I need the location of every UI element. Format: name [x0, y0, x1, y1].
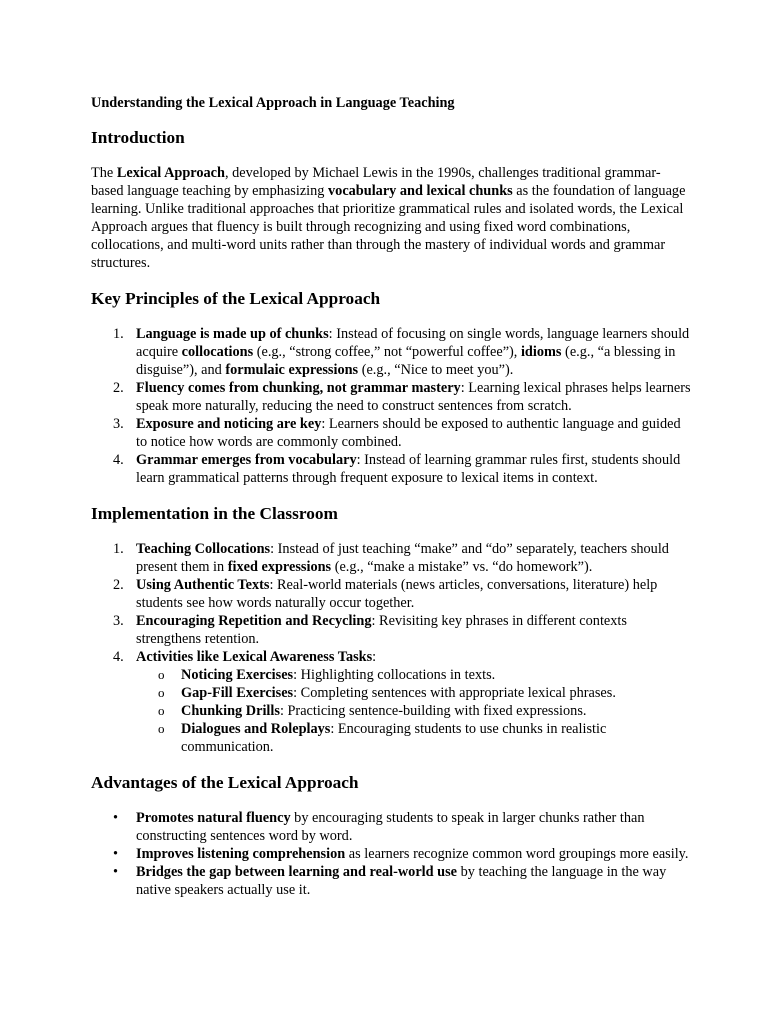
list-item-text — [136, 452, 680, 486]
list-number: 4. — [113, 649, 124, 665]
list-item — [91, 648, 691, 756]
text-run: : Instead of just teaching “make” and “do” separately, teachers should present them in — [136, 541, 669, 575]
bullet-marker: • — [113, 810, 119, 826]
list-item-text — [136, 326, 689, 378]
text-run: : Learning lexical phrases helps learners speak more naturally, reducing the need to construct sentences from scratch. — [136, 380, 691, 414]
bold-text-run: Bridges the gap between learning and real-world use — [136, 864, 458, 880]
list-item — [91, 379, 691, 415]
list-item — [91, 325, 691, 379]
bold-text-run: Grammar emerges from vocabulary — [136, 452, 357, 468]
bold-text-run: Fluency comes from chunking, not grammar mastery — [136, 380, 461, 396]
bold-text-run: idioms — [520, 344, 562, 360]
bold-text-run: Noticing Exercises — [181, 667, 294, 683]
bold-text-run: fixed expressions — [227, 559, 332, 575]
bold-text-run: collocations — [181, 344, 254, 360]
text-run: : Completing sentences with appropriate lexical phrases. — [293, 685, 616, 701]
text-run: (e.g., “make a mistake” vs. “do homework”). — [331, 559, 593, 575]
list-item-text — [136, 864, 666, 898]
list-number: 2. — [113, 577, 124, 593]
list-item-text — [136, 846, 688, 862]
list-number: 3. — [113, 613, 124, 629]
sub-list-item-text — [181, 721, 606, 755]
list-item — [91, 451, 691, 487]
list-number: 2. — [113, 380, 124, 396]
document-title: Understanding the Lexical Approach in Language Teaching — [91, 95, 455, 111]
list-item-text — [136, 577, 657, 611]
sub-list-item-text — [181, 703, 586, 719]
list-number: 1. — [113, 541, 124, 557]
list-item-text — [136, 416, 681, 450]
list-item — [91, 863, 691, 899]
sub-bullet-marker: o — [158, 685, 165, 700]
sub-list — [136, 666, 691, 756]
bullet-marker: • — [113, 864, 119, 880]
text-run: (e.g., “strong coffee,” not “powerful coffee”), — [253, 344, 521, 360]
bold-text-run: Gap-Fill Exercises — [181, 685, 294, 701]
list-item — [91, 540, 691, 576]
sub-list-item-text — [181, 667, 495, 683]
bold-text-run: Exposure and noticing are key — [136, 416, 322, 432]
bold-text-run: Activities like Lexical Awareness Tasks — [136, 649, 373, 665]
bold-text-run: Improves listening comprehension — [136, 846, 346, 862]
sub-list-item — [91, 666, 691, 684]
key-principles-list — [91, 325, 691, 487]
bold-text-run: vocabulary and lexical chunks — [328, 183, 513, 199]
bold-text-run: Encouraging Repetition and Recycling — [136, 613, 372, 629]
bold-text-run: Using Authentic Texts — [136, 577, 270, 593]
section-heading-implementation: Implementation in the Classroom — [91, 504, 338, 523]
list-item-text — [136, 613, 627, 647]
bold-text-run: Teaching Collocations — [136, 541, 271, 557]
text-run: (e.g., “Nice to meet you”). — [358, 362, 514, 378]
intro-paragraph — [91, 164, 691, 272]
list-number: 1. — [113, 326, 124, 342]
bold-text-run: formulaic expressions — [225, 362, 359, 378]
list-number: 3. — [113, 416, 124, 432]
text-run: : — [372, 649, 377, 665]
text-run: : Instead of learning grammar rules first, students should learn grammatical patterns through frequent exposure to lexical items in context. — [136, 452, 681, 486]
text-run: by encouraging students to speak in larger chunks rather than constructing sentences word by word. — [136, 810, 645, 844]
sub-bullet-marker: o — [158, 703, 165, 718]
list-item — [91, 415, 691, 451]
section-heading-key-principles: Key Principles of the Lexical Approach — [91, 289, 381, 308]
list-item-text — [136, 541, 669, 575]
list-item — [91, 809, 691, 845]
list-item-text — [136, 380, 691, 414]
list-item — [91, 845, 691, 863]
list-item — [91, 576, 691, 612]
text-run: : Learners should be exposed to authentic language and guided to notice how words are commonly combined. — [136, 416, 681, 450]
sub-bullet-marker: o — [158, 721, 165, 736]
advantages-list — [91, 809, 691, 899]
text-run: : Instead of focusing on single words, language learners should acquire — [136, 326, 690, 360]
bullet-marker: • — [113, 846, 119, 862]
text-run: as learners recognize common word groupings more easily. — [345, 846, 689, 862]
text-run: by teaching the language in the way native speakers actually use it. — [136, 864, 667, 898]
sub-bullet-marker: o — [158, 667, 165, 682]
section-heading-advantages: Advantages of the Lexical Approach — [91, 773, 359, 792]
text-run: : Practicing sentence-building with fixed expressions. — [279, 703, 587, 719]
document-body — [91, 94, 691, 899]
bold-text-run: Lexical Approach — [116, 165, 225, 181]
text-run: : Revisiting key phrases in different contexts strengthens retention. — [136, 613, 627, 647]
bold-text-run: Language is made up of chunks — [136, 326, 329, 342]
sub-list-item — [91, 702, 691, 720]
list-item-text — [136, 649, 376, 665]
section-heading-introduction: Introduction — [91, 128, 185, 147]
sub-list-item-text — [181, 685, 616, 701]
implementation-list — [91, 540, 691, 756]
sub-list-item — [91, 720, 691, 756]
bold-text-run: Dialogues and Roleplays — [181, 721, 331, 737]
text-run: : Encouraging students to use chunks in realistic communication. — [181, 721, 607, 755]
text-run: : Highlighting collocations in texts. — [293, 667, 496, 683]
list-item — [91, 612, 691, 648]
text-run: as the foundation of language learning. Unlike traditional approaches that prioritize grammatical rules and isolated words, the Lexical Approach argues that fluency is built through recognizing and using fixed word combinations, collocations, and multi-word units rather than through the mastery of individual words and grammar structures. — [91, 183, 686, 271]
list-item-text — [136, 810, 645, 844]
text-run: : Real-world materials (news articles, conversations, literature) help students see how words naturally occur together. — [136, 577, 658, 611]
text-run: , developed by Michael Lewis in the 1990s, challenges traditional grammar-based language teaching by emphasizing — [91, 165, 661, 199]
bold-text-run: Chunking Drills — [181, 703, 280, 719]
text-run: The — [91, 165, 117, 181]
sub-list-item — [91, 684, 691, 702]
text-run: (e.g., “a blessing in disguise”), and — [136, 344, 676, 378]
bold-text-run: Promotes natural fluency — [136, 810, 291, 826]
list-number: 4. — [113, 452, 124, 468]
